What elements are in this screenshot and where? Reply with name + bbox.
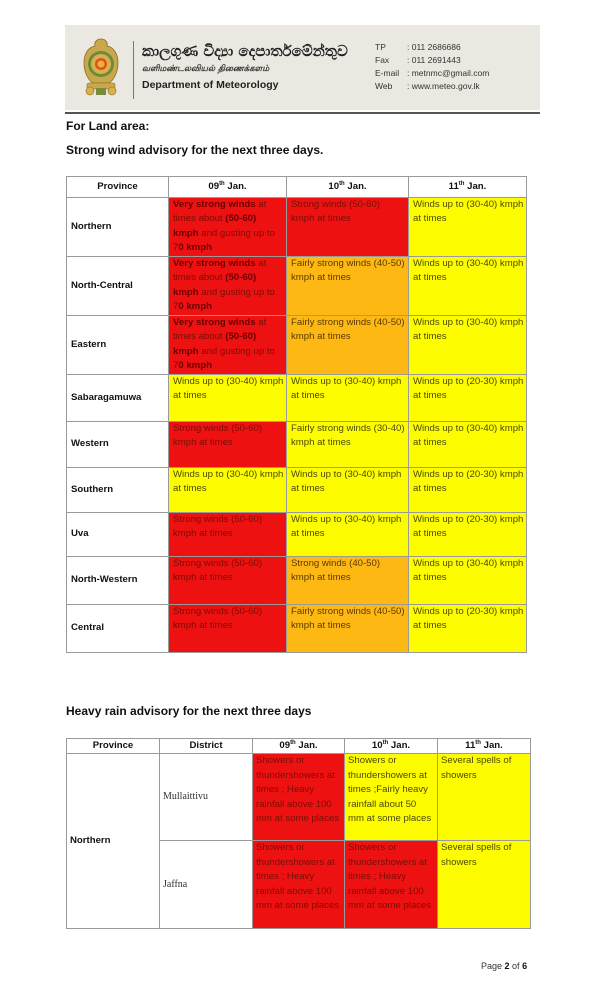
- province-cell: Southern: [67, 468, 169, 513]
- contact-details: [375, 41, 489, 93]
- advisory-cell-yellow: Winds up to (30-40) kmph at times: [287, 468, 409, 513]
- advisory-cell-yellow: Winds up to (30-40) kmph at times: [287, 513, 409, 557]
- advisory-cell-red: Strong winds (50-60) kmph at times: [169, 422, 287, 468]
- contact-web: Web : www.meteo.gov.lk: [375, 81, 480, 91]
- department-name-english: Department of Meteorology: [142, 79, 279, 91]
- letterhead-divider: [133, 41, 134, 99]
- advisory-cell-yellow: Winds up to (30-40) kmph at times: [409, 257, 527, 316]
- province-cell: Sabaragamuwa: [67, 375, 169, 422]
- advisory-cell-red: Showers or thundershowers at times ; Heavy rainfall above 100 mm at some places: [253, 754, 345, 841]
- letterhead: [65, 25, 540, 110]
- header-day: 11th Jan.: [438, 739, 531, 754]
- rain-table-row: [67, 754, 531, 841]
- advisory-cell-yellow: Winds up to (30-40) kmph at times: [409, 557, 527, 605]
- advisory-cell-orange: Fairly strong winds (40-50) kmph at times: [287, 605, 409, 653]
- contact-email: E-mail : metnmc@gmail.com: [375, 68, 490, 78]
- advisory-cell-yellow: Winds up to (20-30) kmph at times: [409, 375, 527, 422]
- advisory-cell-red: Strong winds (50-60) kmph at times: [169, 513, 287, 557]
- advisory-cell-yellow: Winds up to (30-40) kmph at times: [409, 316, 527, 375]
- district-cell: Mullaittivu: [160, 754, 253, 841]
- header-day: 10th Jan.: [345, 739, 438, 754]
- advisory-cell-orange: Strong winds (40-50) kmph at times: [287, 557, 409, 605]
- advisory-cell-orange: Fairly strong winds (40-50) kmph at times: [287, 257, 409, 316]
- header-district: District: [160, 739, 253, 754]
- page-number: Page 2 of 6: [481, 961, 528, 971]
- department-name-sinhala: කාලගුණ විද්‍යා දෙපාර්තමේන්තුව: [142, 42, 348, 60]
- advisory-cell-yellow: Showers or thundershowers at times ;Fairly heavy rainfall about 50 mm at some places: [345, 754, 438, 841]
- advisory-cell-red: Very strong winds at times about (50-60) kmph and gusting up to 70 kmph: [169, 257, 287, 316]
- province-cell: Uva: [67, 513, 169, 557]
- department-name-tamil: வளிமண்டலவியல் திணைக்களம்: [142, 64, 270, 74]
- advisory-cell-red: Showers or thundershowers at times ; Heavy rainfall above 100 mm at some places: [253, 841, 345, 929]
- rain-advisory-title: Heavy rain advisory for the next three days: [66, 704, 312, 718]
- advisory-cell-red: Strong winds (50-60) kmph at times: [287, 198, 409, 257]
- wind-table-header: [67, 177, 527, 198]
- advisory-cell-red: Very strong winds at times about (50-60) kmph and gusting up to 70 kmph: [169, 316, 287, 375]
- wind-table-row: [67, 605, 527, 653]
- national-emblem-icon: [81, 37, 121, 97]
- header-day: 09th Jan.: [253, 739, 345, 754]
- wind-advisory-title: Strong wind advisory for the next three days.: [66, 143, 324, 157]
- rain-table-header: [67, 739, 531, 754]
- advisory-cell-yellow: Winds up to (30-40) kmph at times: [169, 468, 287, 513]
- advisory-cell-red: Strong winds (50-60) kmph at times: [169, 605, 287, 653]
- province-cell: North-Central: [67, 257, 169, 316]
- province-cell: Northern: [67, 198, 169, 257]
- header-day: 09th Jan.: [169, 177, 287, 198]
- advisory-cell-yellow: Several spells of showers: [438, 841, 531, 929]
- contact-fax: Fax : 011 2691443: [375, 55, 461, 65]
- province-cell: North-Western: [67, 557, 169, 605]
- wind-table-row: [67, 375, 527, 422]
- advisory-cell-yellow: Winds up to (20-30) kmph at times: [409, 513, 527, 557]
- section-label: For Land area:: [66, 119, 150, 133]
- advisory-cell-yellow: Winds up to (30-40) kmph at times: [287, 375, 409, 422]
- advisory-cell-yellow: Fairly strong winds (30-40) kmph at times: [287, 422, 409, 468]
- advisory-cell-yellow: Several spells of showers: [438, 754, 531, 841]
- wind-advisory-table: [66, 176, 527, 653]
- wind-table-row: [67, 468, 527, 513]
- advisory-cell-red: Very strong winds at times about (50-60) kmph and gusting up to 70 kmph: [169, 198, 287, 257]
- province-cell: Northern: [67, 754, 160, 929]
- wind-table-row: [67, 422, 527, 468]
- advisory-cell-yellow: Winds up to (30-40) kmph at times: [409, 198, 527, 257]
- district-cell: Jaffna: [160, 841, 253, 929]
- wind-table-row: [67, 513, 527, 557]
- header-province: Province: [67, 177, 169, 198]
- advisory-cell-yellow: Winds up to (20-30) kmph at times: [409, 605, 527, 653]
- contact-phone: TP : 011 2686686: [375, 42, 461, 52]
- wind-table-row: [67, 557, 527, 605]
- advisory-cell-yellow: Winds up to (20-30) kmph at times: [409, 468, 527, 513]
- province-cell: Eastern: [67, 316, 169, 375]
- advisory-cell-orange: Fairly strong winds (40-50) kmph at times: [287, 316, 409, 375]
- province-cell: Western: [67, 422, 169, 468]
- province-cell: Central: [67, 605, 169, 653]
- department-names: [142, 41, 348, 93]
- header-day: 10th Jan.: [287, 177, 409, 198]
- advisory-cell-yellow: Winds up to (30-40) kmph at times: [409, 422, 527, 468]
- rain-advisory-table: [66, 738, 531, 929]
- header-day: 11th Jan.: [409, 177, 527, 198]
- header-province: Province: [67, 739, 160, 754]
- wind-table-row: [67, 198, 527, 257]
- wind-table-row: [67, 316, 527, 375]
- advisory-cell-yellow: Winds up to (30-40) kmph at times: [169, 375, 287, 422]
- wind-table-row: [67, 257, 527, 316]
- letterhead-rule: [65, 112, 540, 114]
- advisory-cell-red: Strong winds (50-60) kmph at times: [169, 557, 287, 605]
- advisory-cell-red: Showers or thundershowers at times ; Heavy rainfall above 100 mm at some places: [345, 841, 438, 929]
